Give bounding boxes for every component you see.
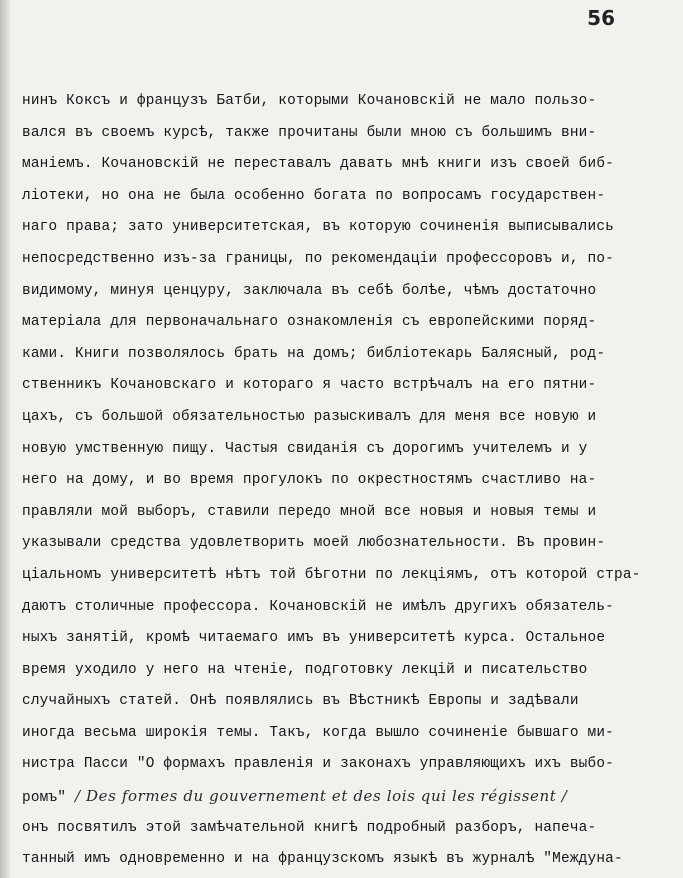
text-line-4: ліотеки, но она не была особенно богата по вопросамъ государствен- <box>22 187 606 204</box>
text-line-24: онъ посвятилъ этой замѣчательной книгѣ подробный разборъ, напеча- <box>22 819 597 836</box>
text-line-15: указывали средства удовлетворить моей любознательности. Въ провин- <box>22 535 606 552</box>
handwritten-insert: / Des formes du gouvernement et des lois qui les régissent / <box>75 787 568 806</box>
text-line-2: вался въ своемъ курсѣ, также прочитаны были мною съ большимъ вни- <box>22 124 597 141</box>
text-line-23-typed: ромъ" <box>22 790 67 807</box>
text-line-25: танный имъ одновременно и на французскомъ языкѣ въ журналѣ "Междуна- <box>22 851 623 868</box>
text-line-23 <box>22 781 671 813</box>
text-line-3: маніемъ. Кочановскій не переставалъ давать мнѣ книги изъ своей биб- <box>22 156 614 173</box>
text-line-17: даютъ столичные профессора. Кочановскій не имѣлъ другихъ обязатель- <box>22 598 614 615</box>
text-line-21: иногда весьма широкія темы. Такъ, когда вышло сочиненіе бывшаго ми- <box>22 724 614 741</box>
text-line-19: время уходило у него на чтеніе, подготовку лекцій и писательство <box>22 661 588 678</box>
text-line-20: случайныхъ статей. Онѣ появлялись въ Вѣстникѣ Европы и задѣвали <box>22 693 579 710</box>
text-line-1: нинъ Коксъ и французъ Батби, которыми Кочановскій не мало пользо- <box>22 93 597 109</box>
text-line-9: ками. Книги позволялось брать на домъ; библіотекарь Балясный, род- <box>22 345 606 362</box>
typed-text-body <box>22 86 671 876</box>
text-line-14: правляли мой выборъ, ставили передо мной все новыя и новыя темы и <box>22 503 597 520</box>
text-line-18: ныхъ занятій, кромѣ читаемаго имъ въ университетѣ курса. Остальное <box>22 630 606 647</box>
page-number: 56 <box>587 6 615 30</box>
text-line-13: него на дому, и во время прогулокъ по окрестностямъ счастливо на- <box>22 472 597 489</box>
text-line-11: цахъ, съ большой обязательностью разыскивалъ для меня все новую и <box>22 408 597 425</box>
text-line-12: новую умственную пищу. Частыя свиданія съ дорогимъ учителемъ и у <box>22 440 588 457</box>
text-line-7: видимому, минуя ценцуру, заключала въ себѣ болѣе, чѣмъ достаточно <box>22 282 597 299</box>
text-line-22: нистра Пасси "О формахъ правленія и законахъ управляющихъ ихъ выбо- <box>22 756 614 773</box>
text-line-16: ціальномъ университетѣ нѣтъ той бѣготни по лекціямъ, отъ которой стра- <box>22 566 641 583</box>
page-edge-shadow <box>0 0 10 878</box>
text-line-6: непосредственно изъ-за границы, по рекомендаціи профессоровъ и, по- <box>22 250 614 267</box>
text-line-5: наго права; зато университетская, въ которую сочиненія выписывались <box>22 219 614 236</box>
text-line-8: матеріала для первоначальнаго ознакомленія съ европейскими поряд- <box>22 314 597 331</box>
text-line-10: ственникъ Кочановскаго и котораго я часто встрѣчалъ на его пятни- <box>22 377 597 394</box>
